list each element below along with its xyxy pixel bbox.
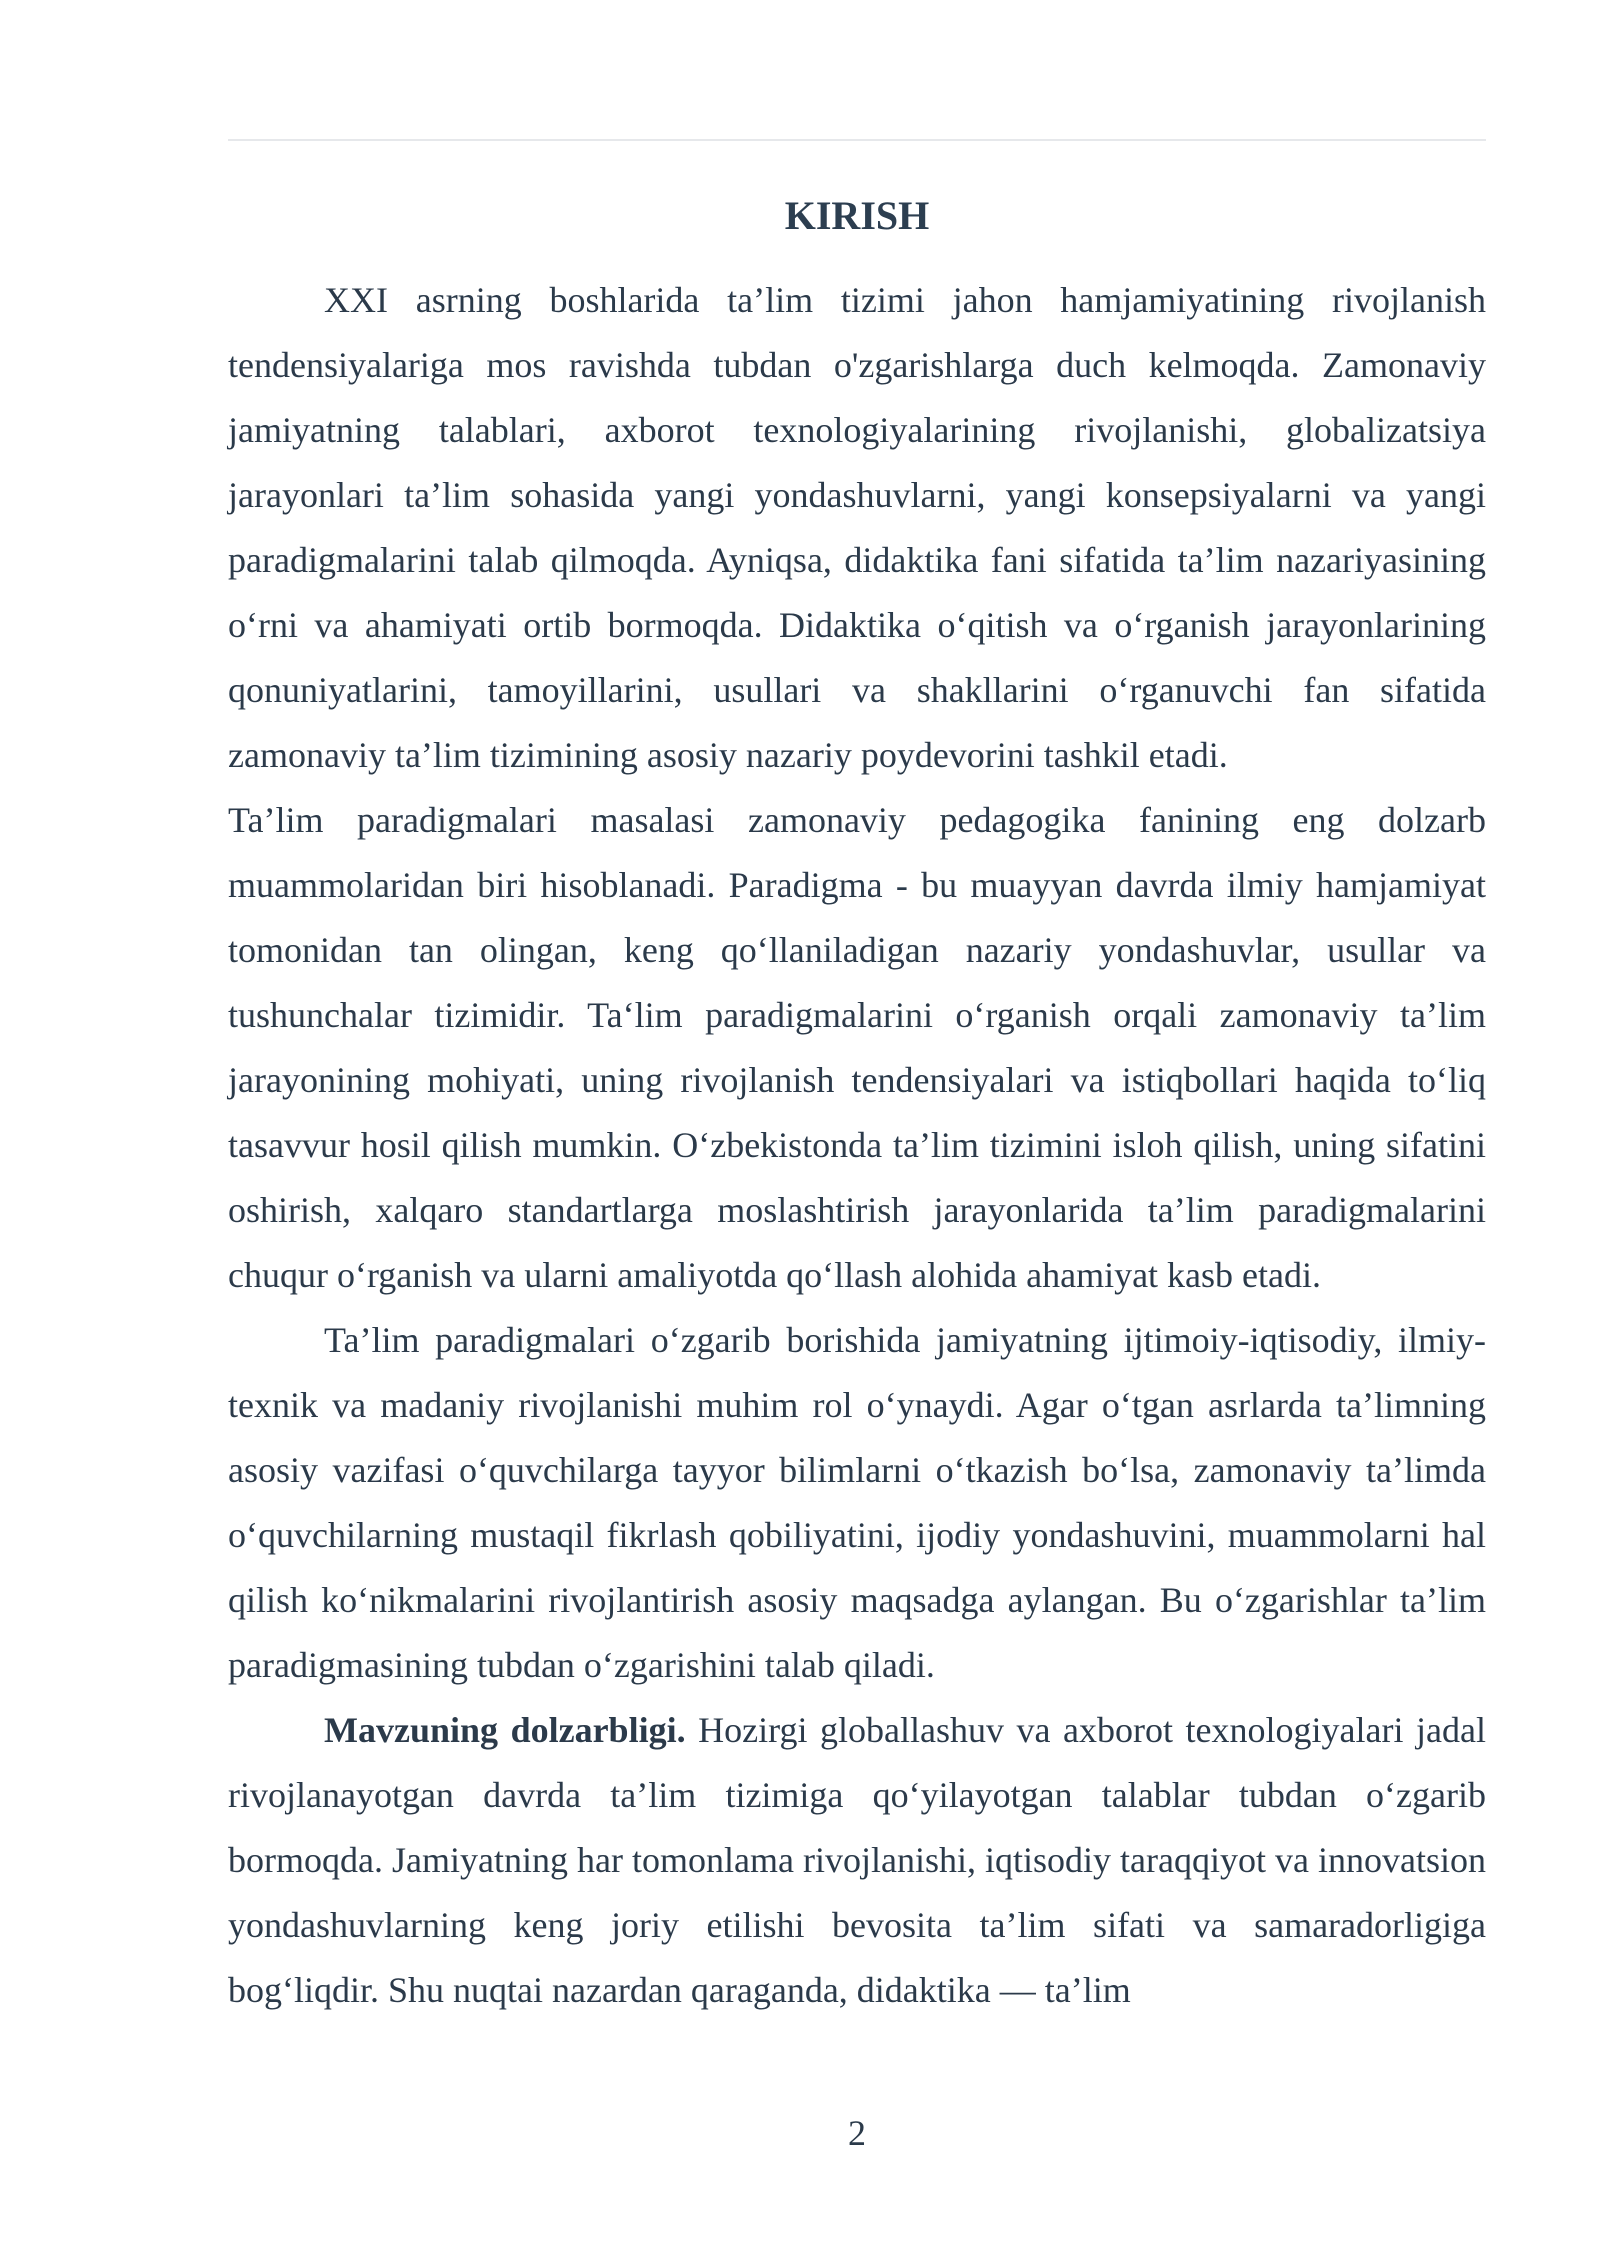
paragraph-text: Ta’lim paradigmalari masalasi zamonaviy pedagogika fanining eng dolzarb muammolaridan biri hisoblanadi. Paradigma - bu muayyan davrda ilmiy hamjamiyat tomonidan tan olingan, keng qo‘llaniladigan nazariy yondashuvlar, usullar va tushunchalar tizimidir. Ta‘lim paradigmalarini o‘rganish orqali zamonaviy ta’lim jarayonining mohiyati, uning rivojlanish tendensiyalari va istiqbollari haqida to‘liq tasavvur hosil qilish mumkin. O‘zbekistonda ta’lim tizimini isloh qilish, uning sifatini oshirish, xalqaro standartlarga moslashtirish jarayonlarida ta’lim paradigmalarini chuqur o‘rganish va ularni amaliyotda qo‘llash alohida ahamiyat kasb etadi.	[228, 800, 1486, 1295]
paragraph-lead: Mavzuning dolzarbligi.	[324, 1710, 686, 1750]
paragraph-3	[228, 1308, 1486, 1698]
body-text	[228, 268, 1486, 2023]
paragraph-text: XXI asrning boshlarida ta’lim tizimi jahon hamjamiyatining rivojlanish tendensiyalariga mos ravishda tubdan o'zgarishlarga duch kelmoqda. Zamonaviy jamiyatning talablari, axborot texnologiyalarining rivojlanishi, globalizatsiya jarayonlari ta’lim sohasida yangi yondashuvlarni, yangi konsepsiyalarni va yangi paradigmalarini talab qilmoqda. Ayniqsa, didaktika fani sifatida ta’lim nazariyasining o‘rni va ahamiyati ortib bormoqda. Didaktika o‘qitish va o‘rganish jarayonlarining qonuniyatlarini, tamoyillarini, usullari va shakllarini o‘rganuvchi fan sifatida zamonaviy ta’lim tizimining asosiy nazariy poydevorini tashkil etadi.	[228, 280, 1486, 775]
paragraph-4	[228, 1698, 1486, 2023]
paragraph-text: Hozirgi globallashuv va axborot texnologiyalari jadal rivojlanayotgan davrda ta’lim tizimiga qo‘yilayotgan talablar tubdan o‘zgarib bormoqda. Jamiyatning har tomonlama rivojlanishi, iqtisodiy taraqqiyot va innovatsion yondashuvlarning keng joriy etilishi bevosita ta’lim sifati va samaradorligiga bog‘liqdir. Shu nuqtai nazardan qaraganda, didaktika — ta’lim	[228, 1710, 1486, 2010]
page-number: 2	[848, 2113, 866, 2153]
section-title: KIRISH	[784, 193, 930, 238]
header-divider	[228, 139, 1486, 141]
paragraph-1	[228, 268, 1486, 788]
paragraph-text: Ta’lim paradigmalari o‘zgarib borishida jamiyatning ijtimoiy-iqtisodiy, ilmiy-texnik va madaniy rivojlanishi muhim rol o‘ynaydi. Agar o‘tgan asrlarda ta’limning asosiy vazifasi o‘quvchilarga tayyor bilimlarni o‘tkazish bo‘lsa, zamonaviy ta’limda o‘quvchilarning mustaqil fikrlash qobiliyatini, ijodiy yondashuvini, muammolarni hal qilish ko‘nikmalarini rivojlantirish asosiy maqsadga aylangan. Bu o‘zgarishlar ta’lim paradigmasining tubdan o‘zgarishini talab qiladi.	[228, 1320, 1486, 1685]
paragraph-2	[228, 788, 1486, 1308]
